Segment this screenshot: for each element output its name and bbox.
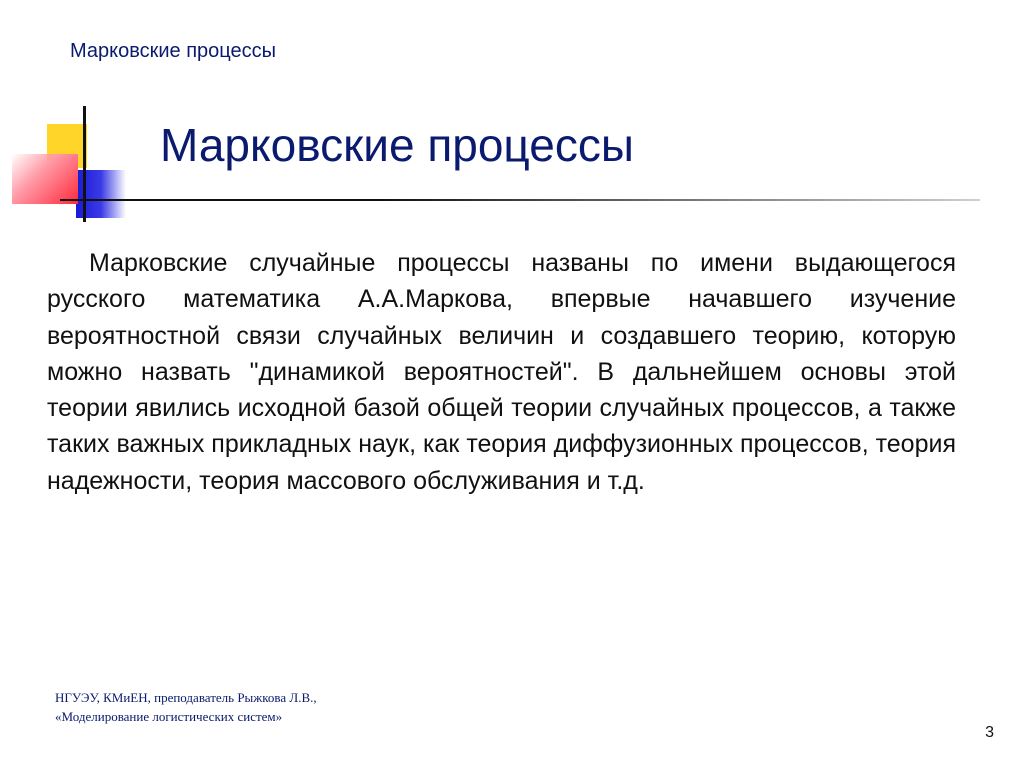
body-paragraph: Марковские случайные процессы названы по имени выдающегося русского математика А.А.Маркова, впервые начавшего изучение вероятностной связи случайных величин и создавшего теорию, которую можно назвать "динамикой вероятностей". В дальнейшем основы этой теории явились исходной базой общей теории случайных процессов, а также таких важных прикладных наук, как теория диффузионных процессов, теория надежности, теория массового обслуживания и т.д.	[47, 249, 956, 495]
deco-red-square	[12, 154, 78, 204]
page-number: 3	[985, 724, 994, 741]
footer-course-line: «Моделирование логистических систем»	[55, 709, 283, 724]
deco-vertical-line	[83, 106, 86, 222]
title-underline	[60, 199, 980, 201]
footer	[55, 688, 317, 726]
footer-author-line: НГУЭУ, КМиЕН, преподаватель Рыжкова Л.В.,	[55, 690, 317, 705]
slide-title: Марковские процессы	[160, 119, 634, 171]
header-title: Марковские процессы	[70, 40, 277, 62]
